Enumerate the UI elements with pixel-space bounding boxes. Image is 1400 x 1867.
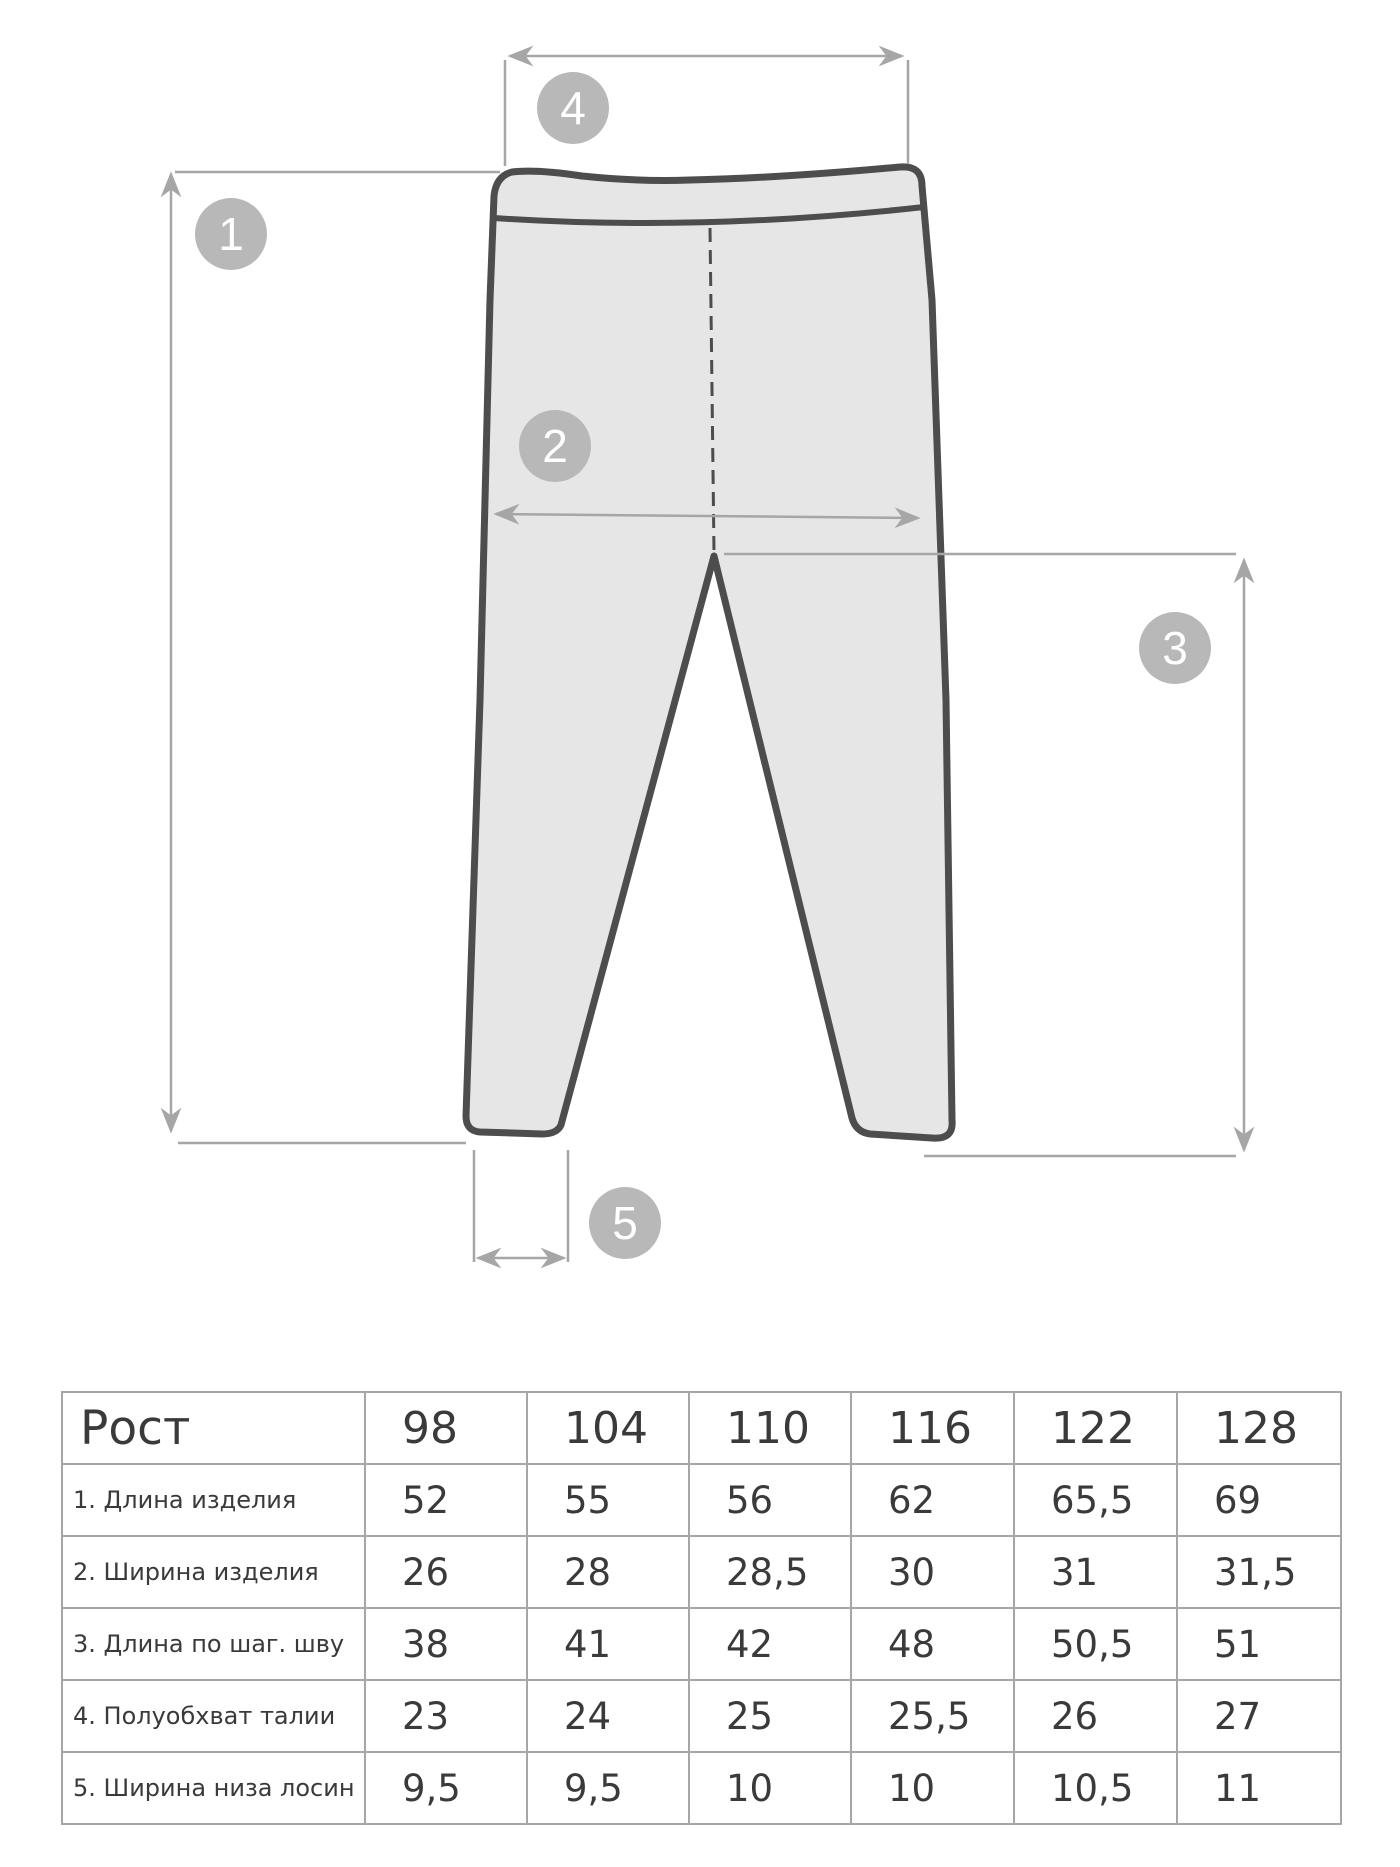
table-cell: 26 [1014, 1680, 1177, 1752]
header-size-104: 104 [527, 1392, 689, 1464]
badge-3 [1139, 612, 1211, 684]
badge-1 [195, 198, 267, 270]
table-cell: 10 [689, 1752, 851, 1824]
table-row [62, 1752, 1341, 1824]
svg-text:2: 2 [542, 420, 568, 472]
table-cell: 48 [851, 1608, 1014, 1680]
table-cell: 24 [527, 1680, 689, 1752]
row-label: 2. Ширина изделия [62, 1536, 365, 1608]
table-cell: 9,5 [527, 1752, 689, 1824]
row-label: 3. Длина по шаг. шву [62, 1608, 365, 1680]
table-row [62, 1608, 1341, 1680]
table-cell: 11 [1177, 1752, 1341, 1824]
svg-text:3: 3 [1162, 622, 1188, 674]
table-cell: 25,5 [851, 1680, 1014, 1752]
header-height-label: Рост [62, 1392, 365, 1464]
table-cell: 51 [1177, 1608, 1341, 1680]
leggings-drawing [466, 167, 952, 1138]
table-cell: 38 [365, 1608, 527, 1680]
table-cell: 23 [365, 1680, 527, 1752]
table-cell: 28 [527, 1536, 689, 1608]
header-size-128: 128 [1177, 1392, 1341, 1464]
table-cell: 26 [365, 1536, 527, 1608]
table-cell: 9,5 [365, 1752, 527, 1824]
table-cell: 28,5 [689, 1536, 851, 1608]
table-cell: 62 [851, 1464, 1014, 1536]
header-size-122: 122 [1014, 1392, 1177, 1464]
row-label: 5. Ширина низа лосин [62, 1752, 365, 1824]
badge-2 [519, 410, 591, 482]
table-row [62, 1680, 1341, 1752]
table-cell: 30 [851, 1536, 1014, 1608]
table-cell: 10 [851, 1752, 1014, 1824]
table-cell: 56 [689, 1464, 851, 1536]
svg-text:1: 1 [218, 208, 244, 260]
table-row [62, 1536, 1341, 1608]
header-size-116: 116 [851, 1392, 1014, 1464]
badge-4 [537, 72, 609, 144]
table-cell: 10,5 [1014, 1752, 1177, 1824]
table-cell: 31 [1014, 1536, 1177, 1608]
table-header-row [62, 1392, 1341, 1464]
table-cell: 52 [365, 1464, 527, 1536]
badge-5 [589, 1187, 661, 1259]
leggings-outline [466, 167, 952, 1138]
table-cell: 42 [689, 1608, 851, 1680]
table-cell: 65,5 [1014, 1464, 1177, 1536]
table-row [62, 1464, 1341, 1536]
table-cell: 31,5 [1177, 1536, 1341, 1608]
size-chart-table [61, 1391, 1342, 1825]
table-cell: 55 [527, 1464, 689, 1536]
table-cell: 50,5 [1014, 1608, 1177, 1680]
table-cell: 25 [689, 1680, 851, 1752]
table-cell: 41 [527, 1608, 689, 1680]
row-label: 4. Полуобхват талии [62, 1680, 365, 1752]
table-cell: 69 [1177, 1464, 1341, 1536]
table-cell: 27 [1177, 1680, 1341, 1752]
svg-text:5: 5 [612, 1197, 638, 1249]
header-size-98: 98 [365, 1392, 527, 1464]
svg-text:4: 4 [560, 82, 586, 134]
header-size-110: 110 [689, 1392, 851, 1464]
row-label: 1. Длина изделия [62, 1464, 365, 1536]
